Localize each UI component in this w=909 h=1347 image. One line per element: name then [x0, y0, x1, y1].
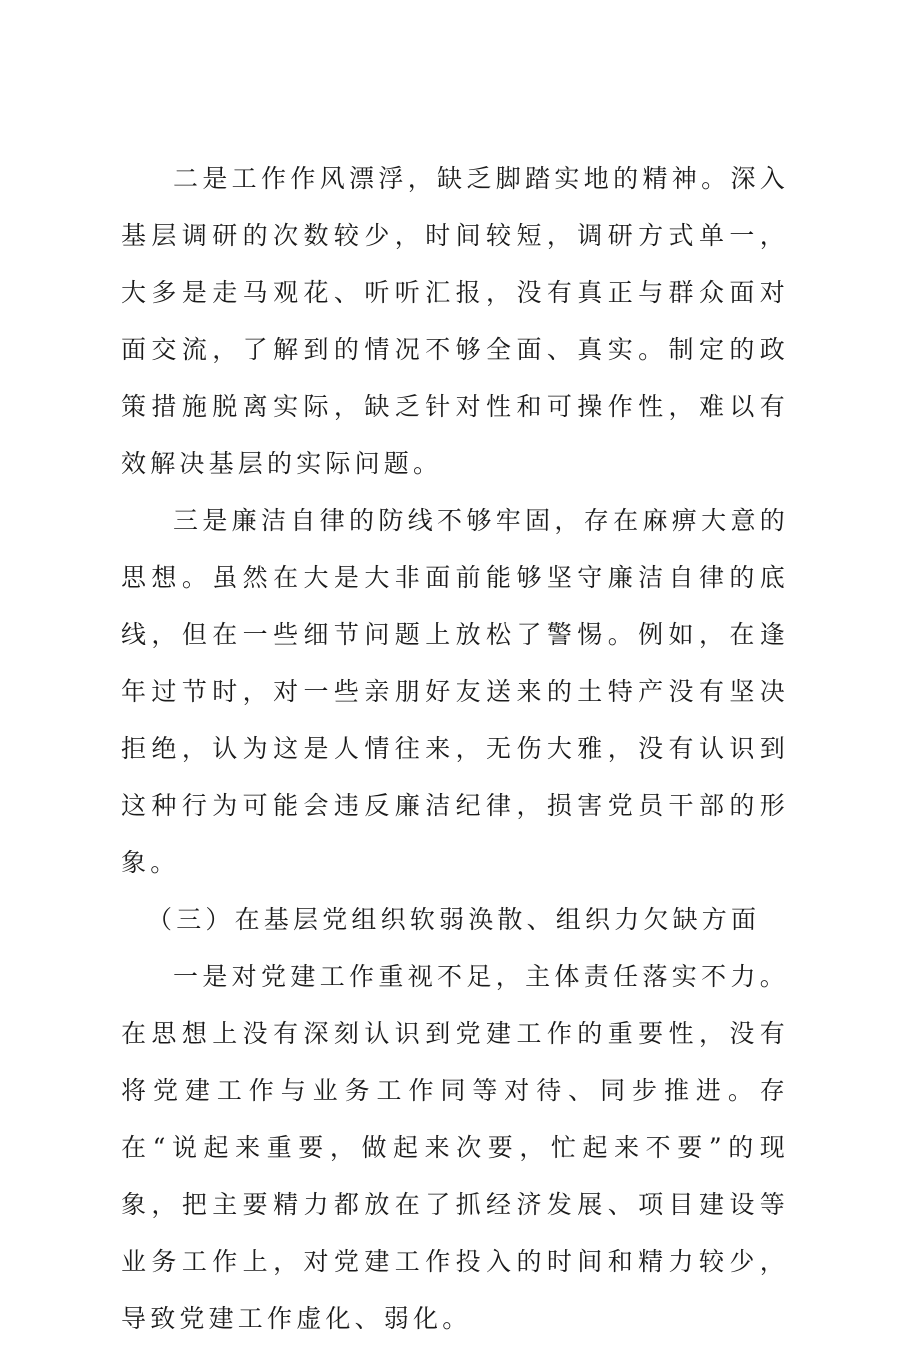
document-body	[121, 150, 789, 1347]
paragraph-work-style: 二是工作作风漂浮，缺乏脚踏实地的精神。深入基层调研的次数较少，时间较短，调研方式单一，大多是走马观花、听听汇报，没有真正与群众面对面交流，了解到的情况不够全面、真实。制定的政策措施脱离实际，缺乏针对性和可操作性，难以有效解决基层的实际问题。	[121, 164, 789, 478]
section-heading: （三）在基层党组织软弱涣散、组织力欠缺方面	[147, 905, 761, 934]
paragraph-integrity: 三是廉洁自律的防线不够牢固，存在麻痹大意的思想。虽然在大是大非面前能够坚守廉洁自律的底线，但在一些细节问题上放松了警惕。例如，在逢年过节时，对一些亲朋好友送来的土特产没有坚决拒绝，认为这是人情往来，无伤大雅，没有认识到这种行为可能会违反廉洁纪律，损害党员干部的形象。	[121, 506, 789, 877]
paragraph-party-building: 一是对党建工作重视不足，主体责任落实不力。在思想上没有深刻认识到党建工作的重要性，没有将党建工作与业务工作同等对待、同步推进。存在“说起来重要，做起来次要，忙起来不要”的现象，把主要精力都放在了抓经济发展、项目建设等业务工作上，对党建工作投入的时间和精力较少，导致党建工作虚化、弱化。	[121, 962, 789, 1333]
